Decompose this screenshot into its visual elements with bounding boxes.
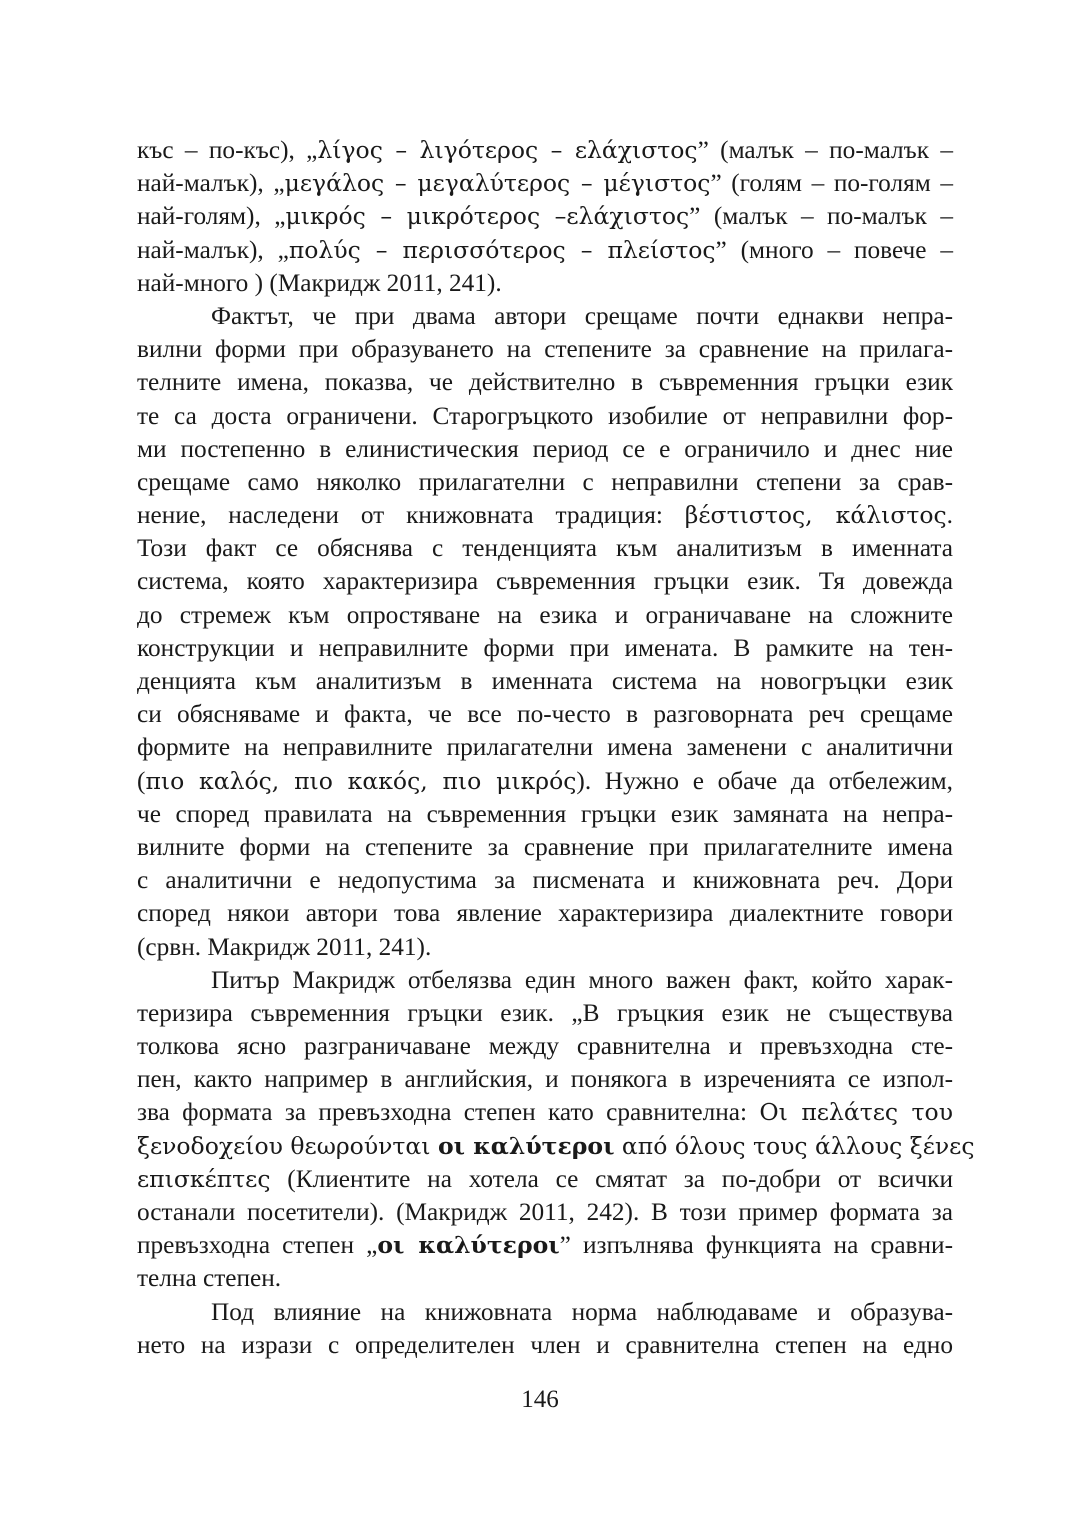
text-line <box>137 864 953 897</box>
greek-bold-run: οι καλύτεροι <box>377 1231 560 1260</box>
text-line <box>137 433 953 466</box>
text-run: Питър Макридж отбелязва един много важен факт, който харак- <box>211 965 953 994</box>
text-line <box>137 1030 953 1063</box>
text-line <box>137 931 953 964</box>
text-run: система, която характеризира съвременния гръцки език. Тя довежда <box>137 567 953 596</box>
text-run: превъзходна степен „ <box>137 1231 378 1260</box>
text-line <box>137 1329 953 1362</box>
text-line <box>137 1196 953 1229</box>
text-line <box>137 765 953 798</box>
text-run: ( <box>137 766 146 795</box>
text-run: формите на неправилните прилагателни имена заменени с аналитични <box>137 733 953 762</box>
text-line <box>137 698 953 731</box>
text-run: пен, както например в английския, и понякога в изреченията се изпол- <box>137 1065 953 1094</box>
text-run: ” (малък – по-малък – <box>697 136 953 164</box>
text-line <box>137 267 953 300</box>
text-run: вилните форми на степените за сравнение при прилагателните имена <box>137 832 953 861</box>
text-line <box>137 665 953 698</box>
text-run: телна степен. <box>137 1264 282 1293</box>
greek-bold-run: οι καλύτεροι <box>437 1131 615 1160</box>
text-line <box>137 997 953 1030</box>
text-line <box>137 565 953 598</box>
text-run: според някои автори това явление характеризира диалектните говори <box>137 899 953 928</box>
text-run: най-много ) (Макридж 2011, 241). <box>137 268 502 297</box>
text-run: теризира съвременния гръцки език. „В гръцкия език не съществува <box>137 998 953 1027</box>
greek-run: ξενοδοχείου θεωρούνται <box>137 1131 438 1160</box>
text-line <box>137 333 953 366</box>
text-run: нение, наследени от книжовната традиция: <box>137 501 685 530</box>
text-run: ” (малък – по-малък – <box>689 202 953 231</box>
text-run: ” изпълнява функцията на сравни- <box>559 1231 953 1260</box>
text-line <box>137 1163 953 1196</box>
text-run: зва формата за превъзходна степен като сравнителна: <box>137 1098 760 1127</box>
text-line <box>137 234 953 267</box>
greek-run: βέστιστος, κάλιστος <box>684 501 947 530</box>
text-run: ” (много – повече – <box>715 235 954 264</box>
text-run: вилни форми при образуването на степените за сравнение на прилага- <box>137 335 953 364</box>
text-run: че според правилата на съвременния гръцки език замяната на непра- <box>137 799 953 828</box>
text-line <box>137 1229 953 1262</box>
text-run: нето на изрази с определителен член и сравнителна степен на едно <box>137 1330 953 1359</box>
text-line <box>137 466 953 499</box>
greek-run: επισκέπτες <box>137 1164 271 1193</box>
greek-run: πιο καλός, πιο κακός, πιο μικρός <box>145 766 577 795</box>
text-run: срещаме само няколко прилагателни с неправилни степени за срав- <box>137 467 953 496</box>
text-run: Под влияние на книжовната норма наблюдаваме и образува- <box>211 1297 953 1326</box>
text-line <box>137 1262 953 1295</box>
text-run: ми постепенно в елинистическия период се е ограничило и днес ние <box>137 434 953 463</box>
text-run: Този факт се обяснява с тенденцията към аналитизъм в именната <box>137 534 953 563</box>
text-run: най-малък), „ <box>137 169 285 198</box>
paragraph-first-line <box>137 964 953 997</box>
text-line <box>137 167 953 200</box>
text-line <box>137 897 953 930</box>
text-run: (Клиентите на хотела се смятат за по-добри от всички <box>270 1164 953 1193</box>
text-line <box>137 1130 975 1163</box>
text-run: най-голям), „ <box>137 202 286 231</box>
text-run: . <box>946 501 953 530</box>
text-run: толкова ясно разграничаване между сравнителна и превъзходна сте- <box>137 1032 953 1061</box>
text-run: те са доста ограничени. Старогръцкото изобилие от неправилни фор- <box>137 401 953 430</box>
text-line <box>137 798 953 831</box>
greek-run: μεγάλος – μεγαλύτερος – μέγιστος <box>284 169 711 198</box>
text-line <box>137 200 953 233</box>
paragraph-first-line <box>137 300 953 333</box>
text-run: конструкции и неправилните форми при имената. В рамките на тен- <box>137 633 953 662</box>
text-run: най-малък), „ <box>137 235 289 264</box>
page-number: 146 <box>521 1386 559 1413</box>
text-run: телните имена, показва, че действително в съвременния гръцки език <box>137 368 953 397</box>
greek-run: Οι πελάτες του <box>759 1098 953 1127</box>
text-run: ” (голям – по-голям – <box>710 169 953 198</box>
greek-run: πολύς – περισσότερος – πλείστος <box>288 235 716 264</box>
text-line <box>137 400 953 433</box>
text-line <box>137 731 953 764</box>
paragraph-first-line <box>137 1296 953 1329</box>
text-line <box>137 831 953 864</box>
greek-run: λίγος – λιγότερος – ελάχιστος <box>317 136 698 164</box>
text-run: до стремеж към опростяване на езика и ограничаване на сложните <box>137 600 953 629</box>
text-run: денцията към аналитизъм в именната система на новогръцки език <box>137 667 953 695</box>
text-line <box>137 532 953 565</box>
text-run: (срвн. Макридж 2011, 241). <box>137 932 432 961</box>
text-run: Фактът, че при двама автори срещаме почти еднакви непра- <box>211 301 953 330</box>
text-line <box>137 366 953 399</box>
text-line <box>137 1063 953 1096</box>
text-run: с аналитични е недопустима за писмената и книжовната реч. Дори <box>137 866 953 895</box>
text-run: останали посетители). (Макридж 2011, 242). В този пример формата за <box>137 1198 953 1226</box>
text-run: си обясняваме и факта, че все по-често в разговорната реч срещаме <box>137 700 953 729</box>
text-run: ). Нужно е обаче да отбележим, <box>576 766 954 795</box>
greek-run: μικρός – μικρότερος –ελάχιστος <box>285 202 690 231</box>
text-line <box>137 632 953 665</box>
text-line <box>137 599 953 632</box>
body-text <box>137 134 975 1362</box>
text-line <box>137 1096 953 1129</box>
text-line <box>137 499 953 532</box>
text-line <box>137 134 953 167</box>
greek-run: από όλους τους άλλους ξένες <box>614 1131 975 1160</box>
text-run: къс – по-къс), „ <box>137 136 318 164</box>
